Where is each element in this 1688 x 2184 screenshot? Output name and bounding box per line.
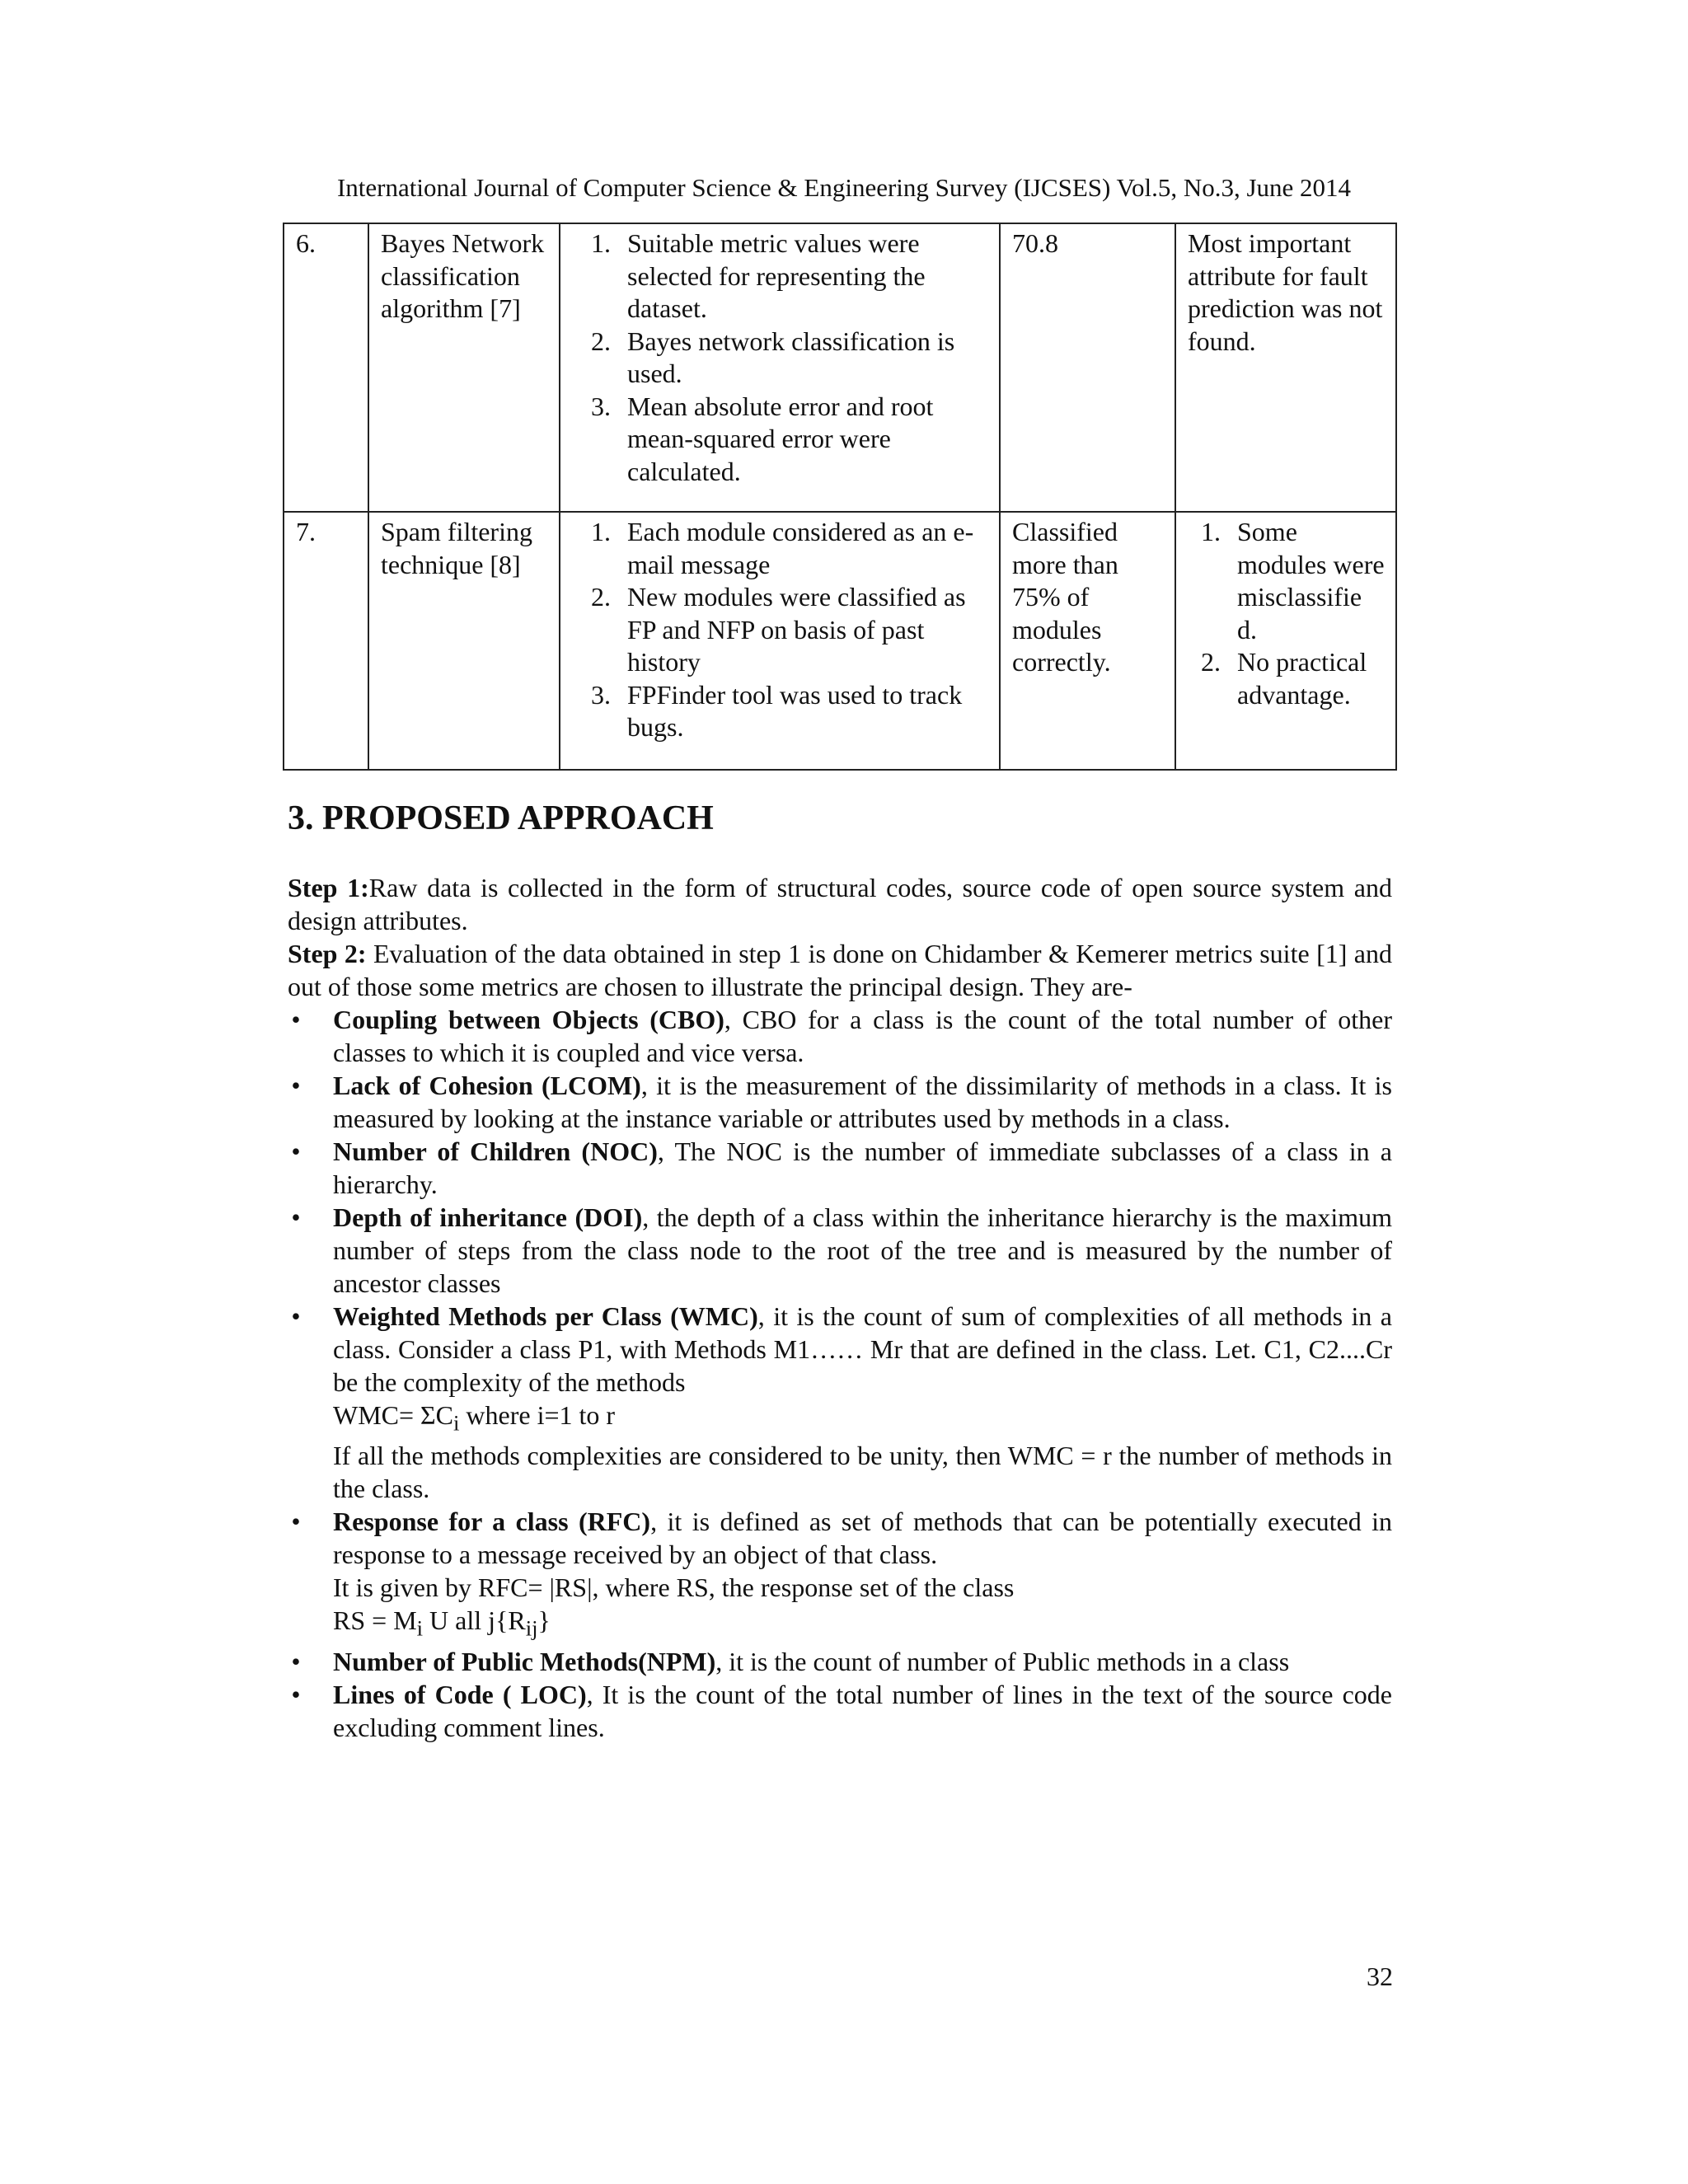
metric-text: , the depth of a class within the inheritance hierarchy is the maximum number of steps from the class node to the root of the tree and is measured by the number of ancestor classes bbox=[333, 1202, 1393, 1298]
methodology-list bbox=[572, 516, 991, 744]
metric-item-lcom bbox=[288, 1069, 1392, 1135]
list-item: 1. Suitable metric values were selected for representing the dataset. bbox=[617, 227, 991, 326]
rs-formula bbox=[333, 1604, 1392, 1644]
formula-part: } bbox=[537, 1605, 551, 1636]
metric-term: Coupling between Objects (CBO) bbox=[333, 1005, 724, 1034]
rfc-definition: It is given by RFC= |RS|, where RS, the response set of the class bbox=[333, 1572, 1015, 1603]
row-number-cell: 6. bbox=[284, 223, 368, 512]
technique-cell: Spam filtering technique [8] bbox=[368, 512, 560, 770]
step-2-label: Step 2: bbox=[288, 939, 367, 968]
metric-item-doi bbox=[288, 1201, 1392, 1300]
step-1-paragraph bbox=[288, 871, 1392, 937]
step-1-label: Step 1: bbox=[288, 873, 369, 902]
result-cell: 70.8 bbox=[1000, 223, 1175, 512]
methodology-list bbox=[572, 227, 991, 488]
bullet-icon: • bbox=[291, 1071, 301, 1100]
list-item: 1. Some modules were misclassifie d. bbox=[1227, 516, 1387, 646]
comparison-table bbox=[283, 223, 1397, 771]
limitation-cell bbox=[1175, 512, 1396, 770]
list-item: 2. No practical advantage. bbox=[1227, 646, 1387, 711]
formula-subscript: i bbox=[453, 1410, 460, 1436]
metric-item-rfc bbox=[288, 1505, 1392, 1644]
metric-item-wmc bbox=[288, 1300, 1392, 1505]
metric-text: , it is the measurement of the dissimilarity of methods in a class. It is measured by looking at the instance variable or attributes used by methods in a class. bbox=[333, 1071, 1393, 1133]
metric-text: , CBO for a class is the count of the total number of other classes to which it is coupled and vice versa. bbox=[333, 1005, 1393, 1067]
wmc-note: If all the methods complexities are considered to be unity, then WMC = r the number of methods in the class. bbox=[333, 1441, 1392, 1504]
step-1-text: Raw data is collected in the form of structural codes, source code of open source system and design attributes. bbox=[288, 873, 1393, 935]
metric-text: , The NOC is the number of immediate subclasses of a class in a hierarchy. bbox=[333, 1137, 1393, 1199]
list-item: 3. Mean absolute error and root mean-squared error were calculated. bbox=[617, 391, 991, 489]
metric-term: Lack of Cohesion (LCOM) bbox=[333, 1071, 641, 1100]
metric-text: , it is the count of sum of complexities of all methods in a class. Consider a class P1, with Methods M1…… Mr that are defined in the class. Let. C1, C2....Cr be the complexity of the methods bbox=[333, 1301, 1393, 1397]
list-item: 2. New modules were classified as FP and NFP on basis of past history bbox=[617, 581, 991, 679]
formula-lhs: WMC= ΣC bbox=[333, 1400, 454, 1430]
wmc-formula bbox=[333, 1399, 1392, 1439]
metric-text: , it is defined as set of methods that can be potentially executed in response to a message received by an object of that class. bbox=[333, 1507, 1393, 1570]
metric-term: Number of Public Methods(NPM) bbox=[333, 1646, 716, 1676]
metric-term: Number of Children (NOC) bbox=[333, 1137, 658, 1166]
bullet-icon: • bbox=[291, 1301, 301, 1331]
metrics-list bbox=[288, 1003, 1392, 1744]
metric-item-loc bbox=[288, 1678, 1392, 1744]
formula-part: U all j{R bbox=[423, 1605, 526, 1636]
step-2-text: Evaluation of the data obtained in step 1 is done on Chidamber & Kemerer metrics suite [1] and out of those some metrics are chosen to illustrate the principal design. They are- bbox=[288, 939, 1393, 1001]
methodology-cell bbox=[560, 223, 1000, 512]
bullet-icon: • bbox=[291, 1646, 301, 1676]
list-item: 2. Bayes network classification is used. bbox=[617, 326, 991, 391]
row-number-cell: 7. bbox=[284, 512, 368, 770]
list-item: 3. FPFinder tool was used to track bugs. bbox=[617, 679, 991, 744]
metric-term: Lines of Code ( LOC) bbox=[333, 1679, 587, 1709]
metric-text: , It is the count of the total number of lines in the text of the source code excluding comment lines. bbox=[333, 1679, 1393, 1742]
bullet-icon: • bbox=[291, 1005, 301, 1034]
methodology-cell bbox=[560, 512, 1000, 770]
formula-part: RS = M bbox=[333, 1605, 417, 1636]
bullet-icon: • bbox=[291, 1507, 301, 1537]
limitations-list bbox=[1188, 516, 1387, 711]
metric-item-noc bbox=[288, 1135, 1392, 1201]
bullet-icon: • bbox=[291, 1202, 301, 1232]
metric-term: Response for a class (RFC) bbox=[333, 1507, 651, 1537]
formula-rhs: where i=1 to r bbox=[459, 1400, 616, 1430]
page-number: 32 bbox=[1367, 1961, 1393, 1991]
bullet-icon: • bbox=[291, 1137, 301, 1166]
table-row bbox=[284, 223, 1396, 512]
limitation-cell: Most important attribute for fault prediction was not found. bbox=[1175, 223, 1396, 512]
section-body bbox=[288, 871, 1392, 1744]
section-heading: 3. PROPOSED APPROACH bbox=[288, 799, 714, 837]
table-row bbox=[284, 512, 1396, 770]
technique-cell: Bayes Network classification algorithm [7] bbox=[368, 223, 560, 512]
list-item: 1. Each module considered as an e-mail message bbox=[617, 516, 991, 581]
result-cell: Classified more than 75% of modules correctly. bbox=[1000, 512, 1175, 770]
metric-term: Depth of inheritance (DOI) bbox=[333, 1202, 643, 1232]
metric-item-npm bbox=[288, 1645, 1392, 1678]
metric-text: , it is the count of number of Public methods in a class bbox=[715, 1646, 1290, 1676]
metric-term: Weighted Methods per Class (WMC) bbox=[333, 1301, 758, 1331]
bullet-icon: • bbox=[291, 1679, 301, 1709]
formula-subscript: i bbox=[416, 1615, 424, 1641]
journal-header: International Journal of Computer Science & Engineering Survey (IJCSES) Vol.5, No.3, June 2014 bbox=[336, 173, 1352, 202]
formula-subscript: ij bbox=[525, 1615, 538, 1641]
step-2-paragraph bbox=[288, 937, 1392, 1003]
metric-item-cbo bbox=[288, 1003, 1392, 1069]
